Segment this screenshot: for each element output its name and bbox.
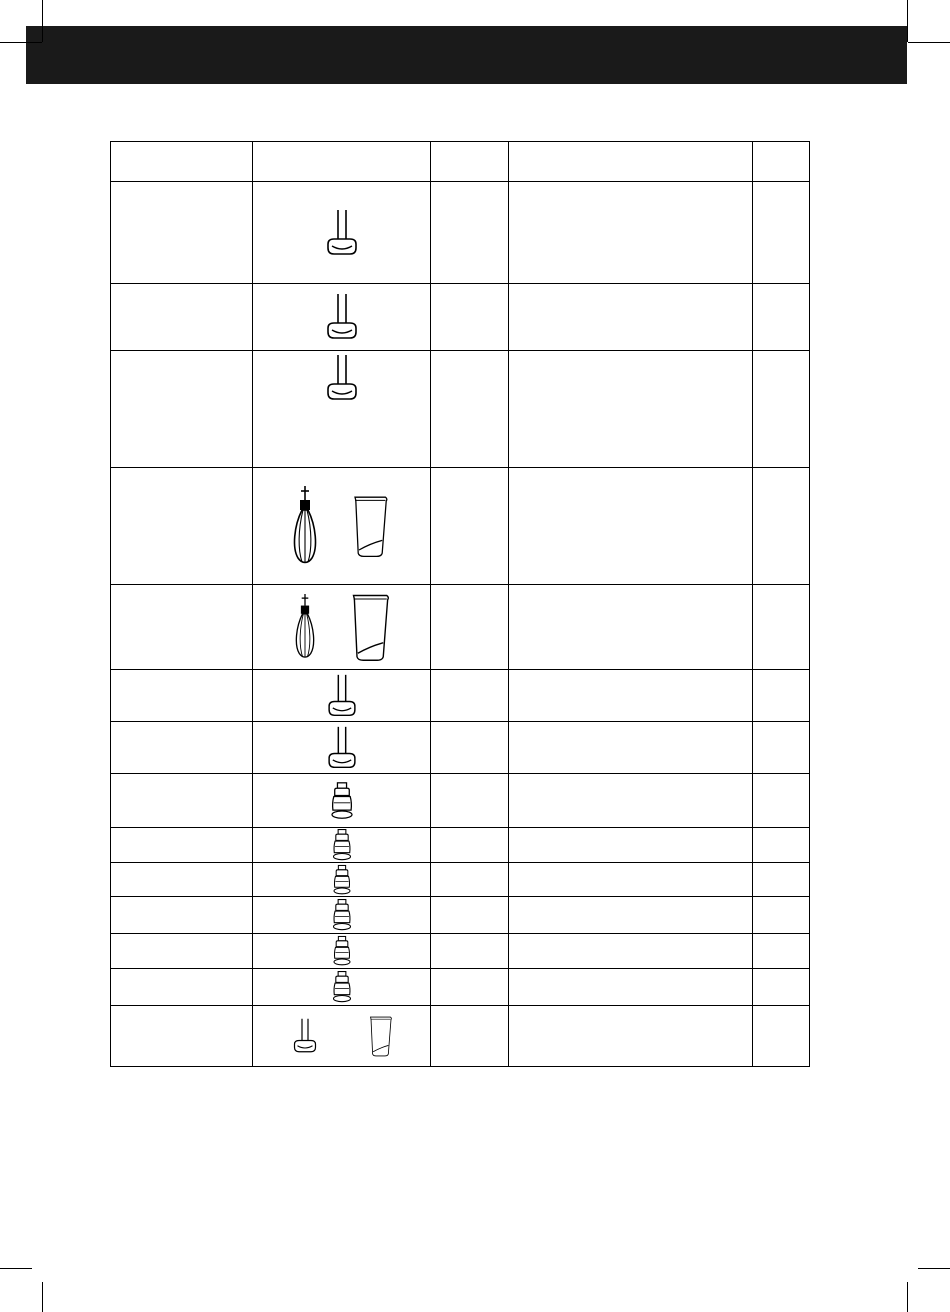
table-cell	[753, 284, 810, 351]
table-cell	[111, 897, 253, 934]
table-cell	[111, 585, 253, 670]
table-cell	[509, 969, 753, 1006]
table-cell	[431, 1006, 509, 1067]
column-header	[431, 142, 509, 182]
table-cell	[509, 670, 753, 722]
table-cell	[253, 585, 431, 670]
crop-mark-top-right-h	[908, 42, 950, 43]
table-cell	[431, 670, 509, 722]
column-header	[753, 142, 810, 182]
table-cell	[509, 1006, 753, 1067]
table-cell	[111, 284, 253, 351]
table-cell	[509, 722, 753, 774]
table-row	[111, 1006, 810, 1067]
table-cell	[253, 897, 431, 934]
table-cell	[753, 934, 810, 969]
table-cell	[253, 468, 431, 585]
table-cell	[753, 828, 810, 863]
table-cell	[753, 897, 810, 934]
chopper-icon	[330, 864, 354, 896]
table-cell	[111, 722, 253, 774]
table-cell	[509, 182, 753, 284]
crop-mark-bottom-right-h	[918, 1268, 950, 1269]
table-cell	[431, 934, 509, 969]
table-cell	[431, 182, 509, 284]
crop-mark-top-left-v	[42, 0, 43, 42]
table-cell	[253, 863, 431, 897]
chopper-icon	[330, 970, 354, 1004]
table-cell	[253, 670, 431, 722]
table-cell	[111, 670, 253, 722]
table-cell	[509, 828, 753, 863]
table-row	[111, 284, 810, 351]
table-row	[111, 585, 810, 670]
chopper-icon	[330, 935, 354, 967]
table-cell	[253, 182, 431, 284]
table-cell	[431, 284, 509, 351]
table-cell	[431, 585, 509, 670]
table-cell	[111, 1006, 253, 1067]
table-cell	[253, 722, 431, 774]
table-header-row	[111, 142, 810, 182]
beaker-icon	[348, 592, 394, 662]
column-header	[509, 142, 753, 182]
table-cell	[253, 351, 431, 468]
table-cell	[431, 828, 509, 863]
blender-foot-icon	[322, 208, 362, 258]
table-cell	[753, 863, 810, 897]
table-cell	[753, 468, 810, 585]
table-row	[111, 774, 810, 828]
table-cell	[111, 774, 253, 828]
blender-foot-icon	[290, 1015, 320, 1057]
table-cell	[431, 468, 509, 585]
table-row	[111, 863, 810, 897]
table-cell	[431, 722, 509, 774]
table-cell	[753, 1006, 810, 1067]
table-row	[111, 897, 810, 934]
table-cell	[253, 284, 431, 351]
table-row	[111, 670, 810, 722]
table-cell	[253, 1006, 431, 1067]
table-row	[111, 722, 810, 774]
column-header	[111, 142, 253, 182]
table-cell	[509, 585, 753, 670]
table-row	[111, 969, 810, 1006]
table-cell	[753, 351, 810, 468]
table-cell	[509, 284, 753, 351]
table-cell	[509, 774, 753, 828]
table-cell	[753, 670, 810, 722]
table-cell	[509, 468, 753, 585]
table-cell	[111, 351, 253, 468]
table-cell	[111, 969, 253, 1006]
table-row	[111, 934, 810, 969]
crop-mark-bottom-right-v	[907, 1282, 908, 1312]
table-row	[111, 828, 810, 863]
table-cell	[111, 828, 253, 863]
table-cell	[509, 351, 753, 468]
table-cell	[431, 969, 509, 1006]
blender-foot-icon	[322, 292, 362, 342]
column-header	[253, 142, 431, 182]
table-cell	[753, 774, 810, 828]
chopper-icon	[328, 781, 356, 821]
table-cell	[753, 585, 810, 670]
table-cell	[509, 934, 753, 969]
table-row	[111, 182, 810, 284]
beaker-icon	[368, 1015, 394, 1057]
accessory-table	[110, 141, 810, 1067]
blender-foot-icon	[323, 725, 361, 771]
table-cell	[111, 934, 253, 969]
table-cell	[753, 969, 810, 1006]
table-cell	[431, 897, 509, 934]
beaker-icon	[348, 494, 394, 558]
chopper-icon	[330, 898, 354, 932]
crop-mark-top-left-h	[0, 42, 42, 43]
blender-foot-icon	[323, 673, 361, 719]
table-row	[111, 468, 810, 585]
table-cell	[509, 863, 753, 897]
crop-mark-bottom-left-v	[42, 1282, 43, 1312]
table-cell	[111, 468, 253, 585]
table-cell	[753, 182, 810, 284]
crop-mark-top-right-v	[907, 0, 908, 42]
table-cell	[431, 863, 509, 897]
table-row	[111, 351, 810, 468]
table-cell	[753, 722, 810, 774]
table-cell	[253, 934, 431, 969]
table-cell	[431, 774, 509, 828]
table-cell	[431, 351, 509, 468]
whisk-icon	[290, 486, 320, 566]
crop-mark-bottom-left-h	[0, 1268, 32, 1269]
whisk-icon	[290, 594, 320, 660]
table-cell	[509, 897, 753, 934]
table-cell	[111, 863, 253, 897]
blender-foot-icon	[322, 353, 362, 403]
table-cell	[253, 969, 431, 1006]
chopper-icon	[330, 828, 354, 862]
header-bar	[26, 26, 907, 84]
table-cell	[253, 774, 431, 828]
table-cell	[111, 182, 253, 284]
table-cell	[253, 828, 431, 863]
